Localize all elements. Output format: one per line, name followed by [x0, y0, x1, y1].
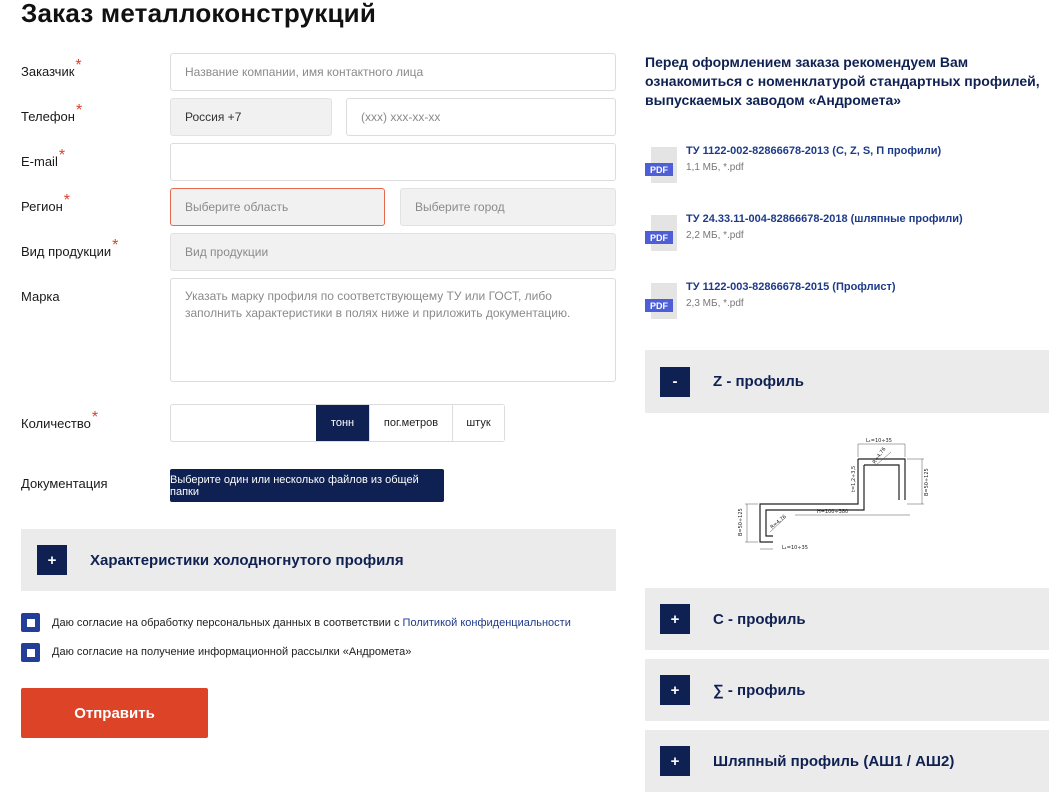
- expand-icon[interactable]: +: [660, 604, 690, 634]
- newsletter-consent-text: Даю согласие на получение информационной рассылки «Андромета»: [52, 646, 412, 658]
- product-select[interactable]: [170, 233, 616, 271]
- document-link[interactable]: ТУ 24.33.11-004-82866678-2018 (шляпные профили): [686, 213, 963, 225]
- privacy-consent-checkbox[interactable]: [21, 613, 40, 632]
- product-placeholder: Вид продукции: [185, 245, 269, 259]
- expand-icon[interactable]: +: [660, 675, 690, 705]
- customer-placeholder: Название компании, имя контактного лица: [185, 65, 424, 79]
- email-label: E-mail*: [21, 147, 66, 169]
- diagram-web-label: H=100÷380: [817, 509, 849, 515]
- document-meta: 1,1 МБ, *.pdf: [686, 162, 744, 173]
- profile-title: Шляпный профиль (АШ1 / АШ2): [713, 752, 955, 770]
- diagram-top-flange-label: L₁=10÷35: [866, 438, 892, 444]
- profile-accordion-z[interactable]: [645, 350, 1049, 413]
- city-placeholder: Выберите город: [415, 200, 505, 214]
- newsletter-consent-checkbox[interactable]: [21, 643, 40, 662]
- diagram-left-height-label: B=50÷125: [738, 508, 744, 536]
- document-link[interactable]: ТУ 1122-002-82866678-2013 (С, Z, S, П профили): [686, 145, 942, 157]
- unit-tons-button[interactable]: тонн: [316, 405, 369, 441]
- document-link[interactable]: ТУ 1122-003-82866678-2015 (Профлист): [686, 281, 896, 293]
- document-meta: 2,2 МБ, *.pdf: [686, 230, 744, 241]
- diagram-radius-bottom-label: R=4,76: [769, 513, 788, 531]
- required-mark: *: [75, 57, 82, 74]
- document-item[interactable]: [645, 145, 1045, 189]
- document-meta: 2,3 МБ, *.pdf: [686, 298, 744, 309]
- email-input[interactable]: [170, 143, 616, 181]
- profile-title: С - профиль: [713, 610, 806, 628]
- required-mark: *: [75, 102, 83, 119]
- required-mark: *: [63, 192, 70, 209]
- quantity-input[interactable]: [171, 405, 316, 441]
- pdf-file-icon: PDF: [645, 147, 679, 187]
- profile-title: Z - профиль: [713, 373, 804, 390]
- diagram-radius-top-label: R=4,76: [871, 446, 888, 466]
- submit-button[interactable]: Отправить: [21, 688, 208, 738]
- brand-textarea[interactable]: [170, 278, 616, 382]
- city-select[interactable]: [400, 188, 616, 226]
- brand-label: Марка: [21, 289, 60, 304]
- pdf-file-icon: PDF: [645, 215, 679, 255]
- sidebar-intro: Перед оформлением заказа рекомендуем Вам ознакомиться с номенклатурой стандартных профилей, выпускаемых заводом «Андромета»: [645, 54, 1040, 108]
- customer-label: Заказчик*: [21, 57, 82, 79]
- diagram-thickness-label: t=1,2÷3,5: [851, 465, 857, 492]
- region-select[interactable]: [170, 188, 385, 226]
- phone-country-value: Россия +7: [185, 110, 242, 124]
- expand-icon[interactable]: +: [37, 545, 67, 575]
- phone-input[interactable]: [346, 98, 616, 136]
- profile-accordion-sigma[interactable]: [645, 659, 1049, 721]
- region-label: Регион*: [21, 192, 70, 214]
- expand-icon[interactable]: +: [660, 746, 690, 776]
- region-placeholder: Выберите область: [185, 200, 289, 214]
- document-item[interactable]: [645, 281, 1045, 325]
- documents-label: Документация: [21, 476, 108, 491]
- profile-accordion-hat[interactable]: [645, 730, 1049, 792]
- phone-placeholder: (xxx) xxx-xx-xx: [361, 110, 441, 124]
- unit-pieces-button[interactable]: штук: [452, 405, 504, 441]
- phone-label: Телефон*: [21, 102, 83, 124]
- quantity-label: Количество*: [21, 409, 99, 431]
- z-profile-diagram: [725, 432, 945, 557]
- required-mark: *: [58, 147, 66, 164]
- privacy-policy-link[interactable]: Политикой конфиденциальности: [402, 617, 571, 629]
- check-mark-icon: [27, 619, 35, 627]
- characteristics-title: Характеристики холодногнутого профиля: [90, 551, 404, 569]
- required-mark: *: [112, 237, 119, 254]
- brand-placeholder: Указать марку профиля по соответствующему ТУ или ГОСТ, либо заполнить характеристики в полях ниже и приложить документацию.: [185, 289, 571, 320]
- privacy-consent-text: Даю согласие на обработку персональных данных в соответствии с Политикой конфиденциальности: [52, 617, 571, 629]
- customer-input[interactable]: [170, 53, 616, 91]
- required-mark: *: [91, 409, 99, 426]
- diagram-right-height-label: B=50÷125: [924, 468, 930, 496]
- collapse-icon[interactable]: -: [660, 367, 690, 397]
- characteristics-accordion[interactable]: [21, 529, 616, 591]
- check-mark-icon: [27, 649, 35, 657]
- pdf-file-icon: PDF: [645, 283, 679, 323]
- profile-title: ∑ - профиль: [713, 681, 806, 699]
- quantity-group: [170, 404, 505, 442]
- phone-country-select[interactable]: [170, 98, 332, 136]
- diagram-bottom-flange-label: L₁=10÷35: [782, 545, 808, 551]
- file-upload-button[interactable]: Выберите один или несколько файлов из общей папки: [170, 469, 444, 502]
- unit-meters-button[interactable]: пог.метров: [369, 405, 452, 441]
- profile-accordion-c[interactable]: [645, 588, 1049, 650]
- document-item[interactable]: [645, 213, 1045, 257]
- product-label: Вид продукции*: [21, 237, 119, 259]
- page-title: Заказ металлоконструкций: [21, 0, 377, 28]
